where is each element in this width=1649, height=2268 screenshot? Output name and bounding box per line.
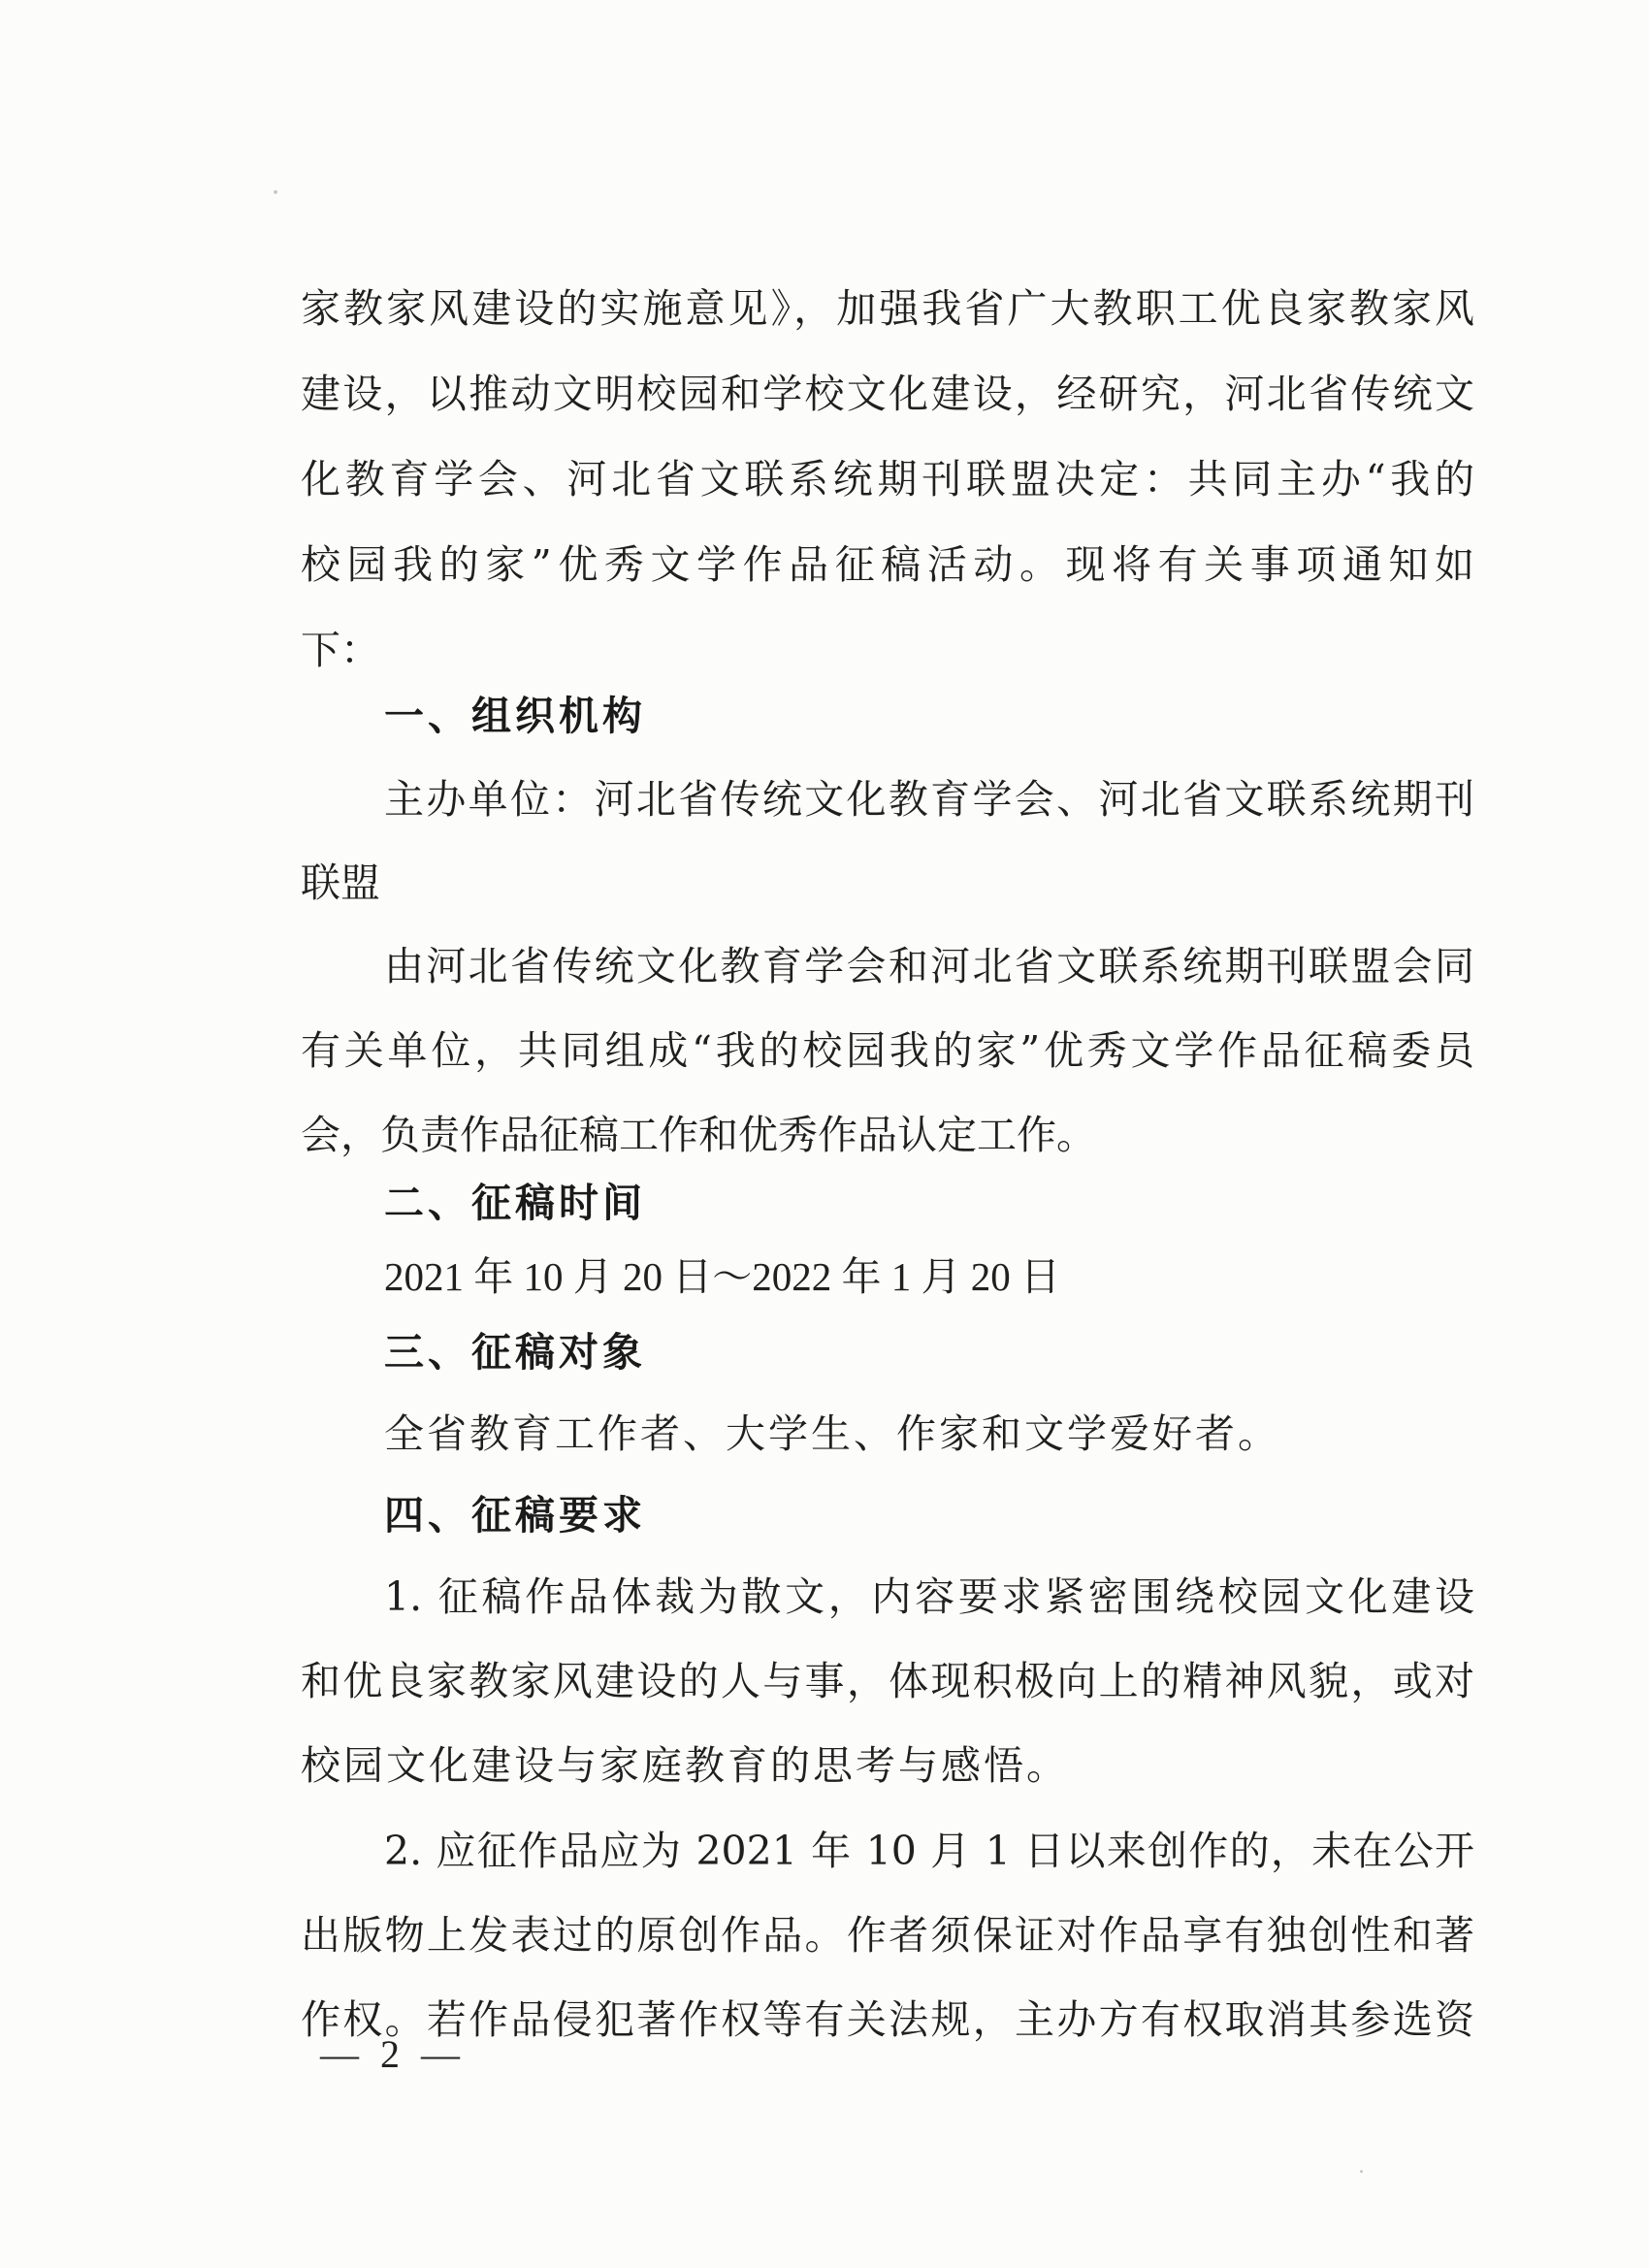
section-heading-organization: 一、组织机构 — [384, 693, 646, 739]
paragraph-line: 主办单位：河北省传统文化教育学会、河北省文联系统期刊 — [384, 776, 1474, 823]
paragraph-line: 校园文化建设与家庭教育的思考与感悟。 — [301, 1742, 1069, 1789]
paragraph-line: 和优良家教家风建设的人与事，体现积极向上的精神风貌，或对 — [301, 1658, 1474, 1704]
paragraph-line: 由河北省传统文化教育学会和河北省文联系统期刊联盟会同 — [384, 943, 1474, 989]
section-heading-time: 二、征稿时间 — [384, 1180, 646, 1226]
paragraph-line: 作权。若作品侵犯著作权等有关法规，主办方有权取消其参选资 — [301, 1996, 1474, 2043]
page-number: — 2 — — [320, 2032, 466, 2076]
section-heading-audience: 三、征稿对象 — [384, 1329, 646, 1376]
paragraph-line: 家教家风建设的实施意见》，加强我省广大教职工优良家教家风 — [301, 285, 1474, 332]
paragraph-line: 出版物上发表过的原创作品。作者须保证对作品享有独创性和著 — [301, 1912, 1474, 1959]
scan-speck — [1360, 2170, 1363, 2173]
paragraph-line: 1. 征稿作品体裁为散文，内容要求紧密围绕校园文化建设 — [384, 1573, 1474, 1620]
paragraph-line: 校园我的家”优秀文学作品征稿活动。现将有关事项通知如 — [301, 541, 1474, 588]
paragraph-line: 全省教育工作者、大学生、作家和文学爱好者。 — [384, 1410, 1280, 1457]
paragraph-line: 下： — [301, 627, 380, 673]
paragraph-line: 建设，以推动文明校园和学校文化建设，经研究，河北省传统文 — [301, 371, 1474, 417]
paragraph-line: 有关单位，共同组成“我的校园我的家”优秀文学作品征稿委员 — [301, 1027, 1474, 1074]
paragraph-line: 会，负责作品征稿工作和优秀作品认定工作。 — [301, 1112, 1096, 1158]
paragraph-line: 化教育学会、河北省文联系统期刊联盟决定：共同主办“我的 — [301, 456, 1474, 502]
paragraph-line: 2021 年 10 月 20 日～2022 年 1 月 20 日 — [384, 1254, 1060, 1299]
paragraph-line: 2. 应征作品应为 2021 年 10 月 1 日以来创作的，未在公开 — [384, 1828, 1474, 1874]
scan-speck — [274, 190, 277, 194]
section-heading-requirements: 四、征稿要求 — [384, 1492, 646, 1539]
paragraph-line: 联盟 — [301, 859, 380, 906]
